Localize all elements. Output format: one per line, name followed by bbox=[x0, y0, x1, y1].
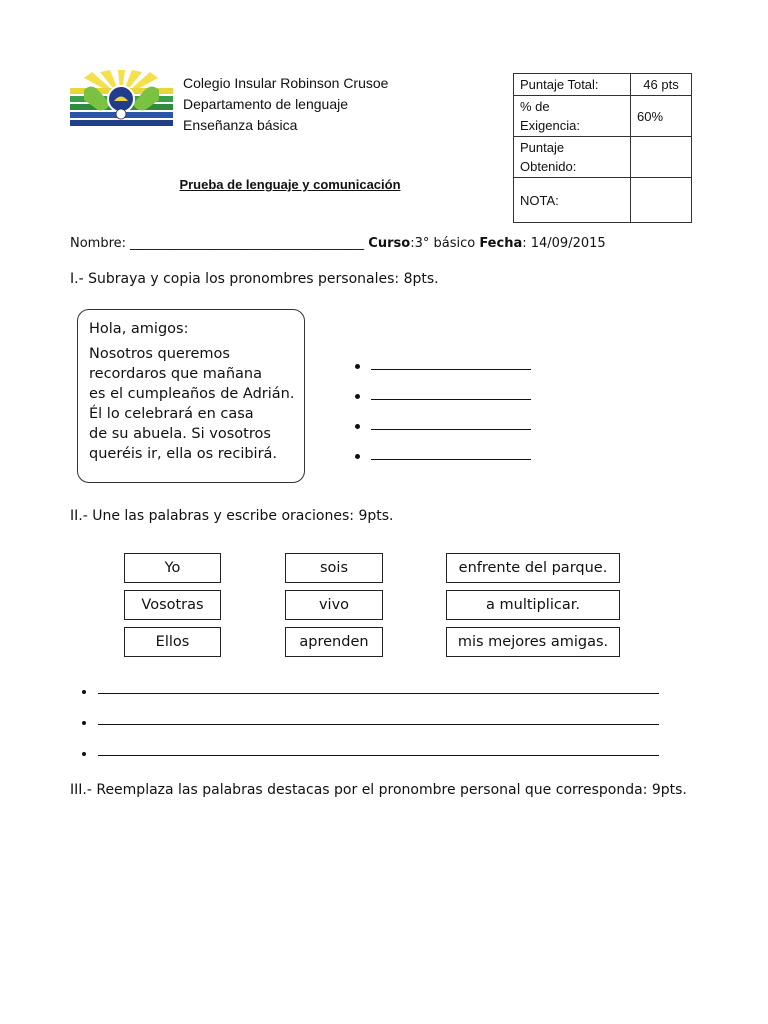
text-line: recordaros que mañana bbox=[89, 366, 262, 382]
word-box-verb[interactable]: sois bbox=[285, 553, 383, 583]
word-box-subject[interactable]: Ellos bbox=[124, 627, 221, 657]
word-box-complement[interactable]: a multiplicar. bbox=[446, 590, 620, 620]
word-box-complement[interactable]: mis mejores amigas. bbox=[446, 627, 620, 657]
text-line: Nosotros queremos bbox=[89, 346, 230, 362]
total-score-label: Puntaje Total: bbox=[514, 74, 631, 96]
nota-label: NOTA: bbox=[514, 178, 631, 223]
curso-value: :3° básico bbox=[410, 236, 480, 251]
section-2-heading: II.- Une las palabras y escribe oraciones: 9pts. bbox=[70, 508, 394, 524]
answer-line-item[interactable] bbox=[355, 343, 531, 373]
answer-line-item[interactable] bbox=[355, 403, 531, 433]
answer-blank[interactable] bbox=[371, 458, 531, 460]
sentence-line-item[interactable] bbox=[82, 707, 659, 738]
text-paragraph bbox=[89, 344, 304, 464]
answer-line-item[interactable] bbox=[355, 433, 531, 463]
bullet-icon bbox=[355, 364, 360, 369]
obtenido-value-cell[interactable] bbox=[631, 137, 692, 178]
bullet-icon bbox=[82, 721, 86, 725]
obtenido-label-line1: Puntaje bbox=[520, 140, 565, 155]
text-line: de su abuela. Si vosotros bbox=[89, 426, 271, 442]
education-level: Enseñanza básica bbox=[183, 117, 298, 133]
school-header bbox=[183, 73, 388, 136]
exigencia-value: 60% bbox=[631, 96, 692, 137]
obtenido-label-line2: Obtenido: bbox=[520, 159, 577, 174]
name-label[interactable]: Nombre: ____________________________________ bbox=[70, 236, 369, 251]
curso-label: Curso bbox=[368, 236, 411, 251]
answer-blank[interactable] bbox=[371, 368, 531, 370]
sentence-line-item[interactable] bbox=[82, 738, 659, 769]
answer-blank[interactable] bbox=[371, 428, 531, 430]
text-line: Él lo celebrará en casa bbox=[89, 406, 254, 422]
text-line: es el cumpleaños de Adrián. bbox=[89, 386, 295, 402]
section-1-heading: I.- Subraya y copia los pronombres personales: 8pts. bbox=[70, 271, 439, 287]
fecha-value: : 14/09/2015 bbox=[522, 236, 606, 251]
score-table bbox=[513, 73, 692, 223]
bullet-icon bbox=[355, 424, 360, 429]
school-logo bbox=[70, 70, 173, 128]
sentence-line-item[interactable] bbox=[82, 676, 659, 707]
word-box-verb[interactable]: aprenden bbox=[285, 627, 383, 657]
text-line: queréis ir, ella os recibirá. bbox=[89, 446, 278, 462]
word-box-complement[interactable]: enfrente del parque. bbox=[446, 553, 620, 583]
bullet-icon bbox=[355, 394, 360, 399]
test-title bbox=[0, 177, 580, 192]
word-box-subject[interactable]: Yo bbox=[124, 553, 221, 583]
sentence-blank[interactable] bbox=[98, 755, 659, 756]
bullet-icon bbox=[82, 752, 86, 756]
sentence-blank[interactable] bbox=[98, 724, 659, 725]
bullet-icon bbox=[82, 690, 86, 694]
pronoun-answer-list bbox=[355, 343, 531, 463]
bullet-icon bbox=[355, 454, 360, 459]
section-3-heading: III.- Reemplaza las palabras destacas por el pronombre personal que corresponda: 9pts. bbox=[70, 782, 687, 798]
student-info-line bbox=[70, 236, 606, 251]
exigencia-label bbox=[514, 96, 631, 137]
word-box-subject[interactable]: Vosotras bbox=[124, 590, 221, 620]
answer-line-item[interactable] bbox=[355, 373, 531, 403]
text-greeting: Hola, amigos: bbox=[89, 321, 189, 337]
department-name: Departamento de lenguaje bbox=[183, 96, 349, 112]
school-name: Colegio Insular Robinson Crusoe bbox=[183, 75, 389, 91]
sentence-answer-list bbox=[82, 676, 659, 769]
fecha-label: Fecha bbox=[479, 236, 523, 251]
nota-value-cell[interactable] bbox=[631, 178, 692, 223]
exigencia-label-line1: % de bbox=[520, 99, 550, 114]
word-box-verb[interactable]: vivo bbox=[285, 590, 383, 620]
sentence-blank[interactable] bbox=[98, 693, 659, 694]
exigencia-label-line2: Exigencia: bbox=[520, 118, 580, 133]
test-title-text: Prueba de lenguaje y comunicación bbox=[179, 177, 401, 192]
reading-text-box bbox=[77, 309, 305, 483]
obtenido-label bbox=[514, 137, 631, 178]
total-score-value: 46 pts bbox=[631, 74, 692, 96]
answer-blank[interactable] bbox=[371, 398, 531, 400]
